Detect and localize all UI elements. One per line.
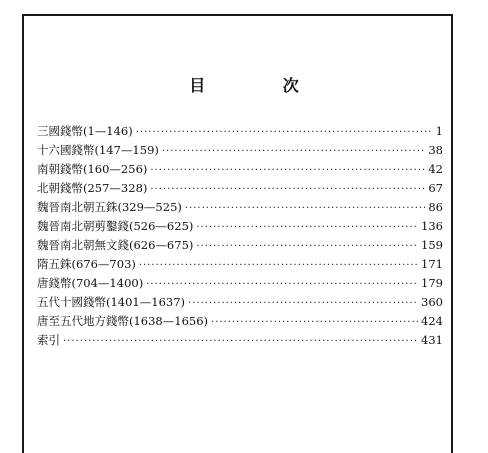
toc-entry-label: 南朝錢幣(160—256) [37,162,148,176]
toc-entry[interactable] [37,160,443,179]
toc-entry[interactable] [37,198,443,217]
dot-leader [150,180,425,199]
dot-leader [136,123,433,142]
dot-leader [150,161,425,180]
table-of-contents [37,122,443,350]
toc-entry-page: 67 [428,181,443,195]
dot-leader [162,142,425,161]
dot-leader [196,218,418,237]
dot-leader [188,294,418,313]
dot-leader [63,332,418,351]
toc-entry[interactable] [37,179,443,198]
page-title: 目 次 [189,76,335,95]
toc-entry-label: 索引 [37,333,60,347]
dot-leader [211,313,418,332]
toc-entry[interactable] [37,122,443,141]
toc-entry-page: 136 [421,219,443,233]
toc-entry-label: 唐至五代地方錢幣(1638—1656) [37,314,209,328]
dot-leader [196,237,418,256]
toc-entry[interactable] [37,331,443,350]
toc-entry-page: 86 [428,200,443,214]
toc-entry-label: 五代十國錢幣(1401—1637) [37,295,186,309]
toc-entry-label: 三國錢幣(1—146) [37,124,133,138]
toc-entry-page: 38 [428,143,443,157]
dot-leader [185,199,425,218]
toc-entry[interactable] [37,293,443,312]
toc-entry-page: 171 [421,257,443,271]
toc-entry[interactable] [37,141,443,160]
toc-entry-page: 431 [421,333,443,347]
toc-entry-label: 唐錢幣(704—1400) [37,276,144,290]
toc-entry-page: 42 [428,162,443,176]
toc-entry-page: 159 [421,238,443,252]
toc-entry-label: 十六國錢幣(147—159) [37,143,159,157]
dot-leader [139,256,418,275]
toc-entry[interactable] [37,255,443,274]
page-frame-top [22,14,453,16]
toc-entry[interactable] [37,236,443,255]
toc-entry-page: 1 [435,124,443,138]
toc-entry-label: 隋五銖(676—703) [37,257,136,271]
toc-entry-label: 魏晉南北朝剪鑿錢(526—625) [37,219,194,233]
toc-entry[interactable] [37,217,443,236]
toc-entry-label: 魏晉南北朝五銖(329—525) [37,200,182,214]
toc-entry-page: 179 [421,276,443,290]
toc-entry[interactable] [37,312,443,331]
toc-entry-label: 魏晉南北朝無文錢(626—675) [37,238,194,252]
dot-leader [146,275,418,294]
toc-entry[interactable] [37,274,443,293]
toc-entry-page: 424 [421,314,443,328]
toc-entry-label: 北朝錢幣(257—328) [37,181,148,195]
toc-entry-page: 360 [421,295,443,309]
